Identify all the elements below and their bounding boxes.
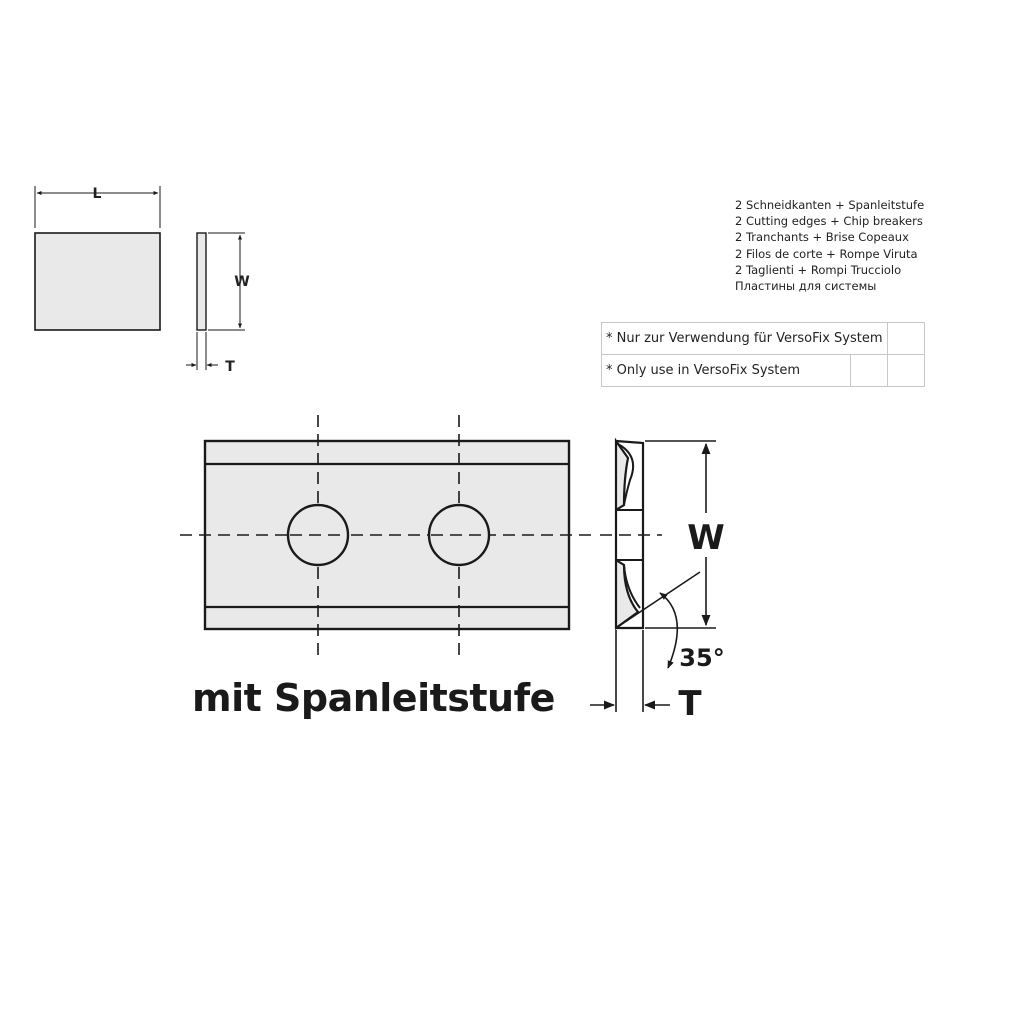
diagram-caption: mit Spanleitstufe [192, 676, 555, 720]
description-line-fr: 2 Tranchants + Brise Copeaux [735, 230, 909, 245]
usage-note-de: * Nur zur Verwendung für VersoFix System [602, 323, 888, 355]
description-line-ru: Пластины для системы [735, 279, 877, 294]
small-insert-side-view [197, 233, 206, 330]
width-label: W [234, 274, 250, 290]
usage-note-en: * Only use in VersoFix System [602, 355, 851, 387]
table-empty-cell [887, 355, 924, 387]
description-line-en: 2 Cutting edges + Chip breakers [735, 214, 923, 229]
table-row [602, 323, 925, 355]
main-width-label: W [687, 518, 725, 558]
table-empty-cell [850, 355, 887, 387]
thickness-label: T [225, 359, 235, 375]
description-line-de: 2 Schneidkanten + Spanleitstufe [735, 198, 925, 212]
table-row [602, 355, 925, 387]
cutting-edge-description [735, 197, 924, 294]
main-insert-front-view [180, 415, 598, 656]
small-insert-diagram [35, 186, 250, 375]
angle-label: 35° [679, 644, 725, 672]
main-thickness-label: T [678, 684, 702, 724]
small-insert-front-view [35, 233, 160, 330]
usage-notes-table [601, 322, 925, 387]
angle-arc [660, 593, 677, 668]
description-line-it: 2 Taglienti + Rompi Trucciolo [735, 262, 902, 277]
description-line-es: 2 Filos de corte + Rompe Viruta [735, 246, 918, 261]
table-empty-cell [887, 323, 924, 355]
main-insert-side-view [590, 441, 726, 724]
length-label: L [92, 186, 102, 202]
